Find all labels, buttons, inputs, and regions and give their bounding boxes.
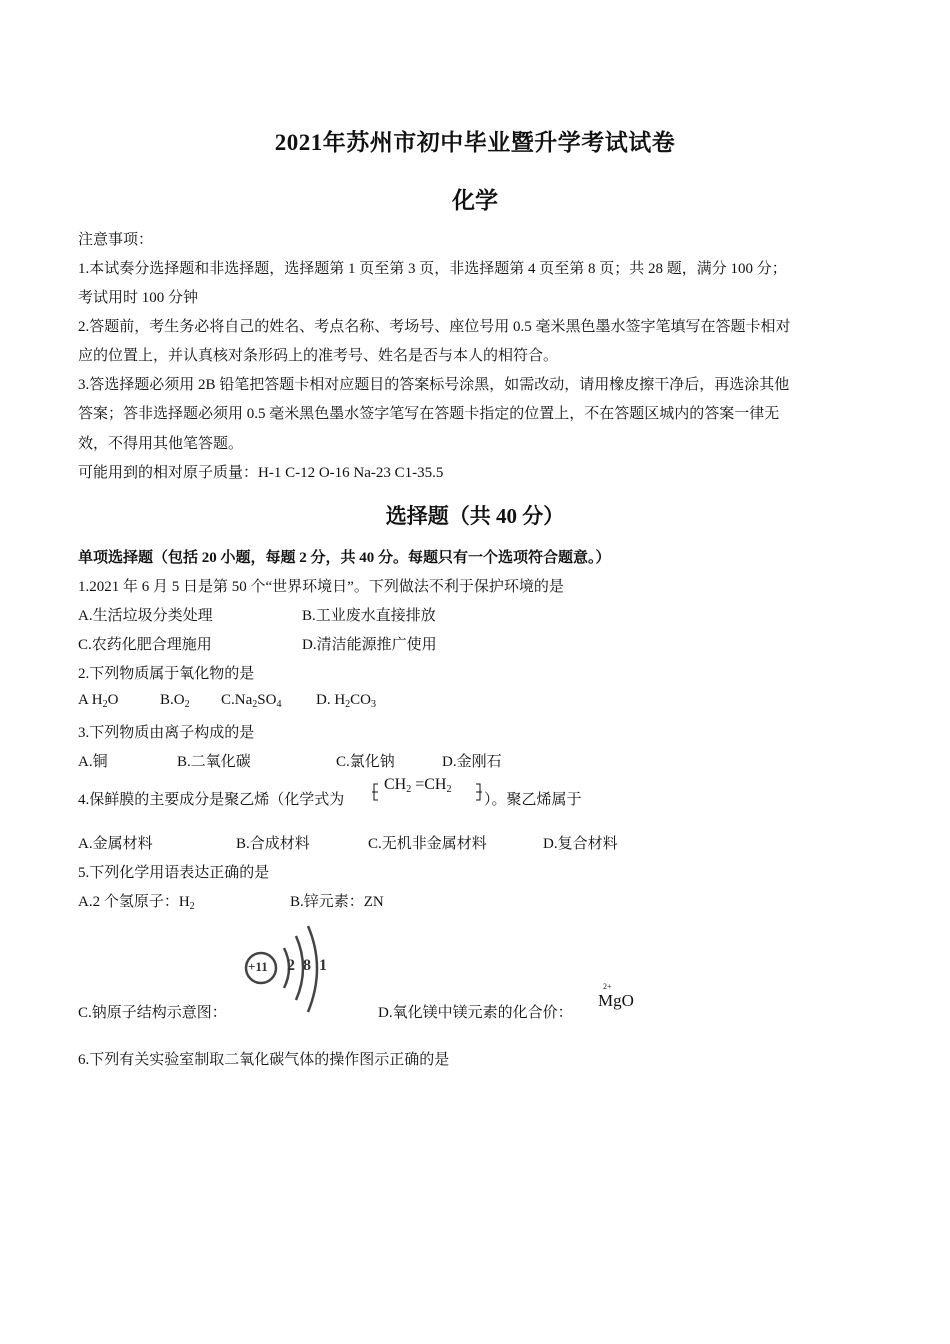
note-3-line-3: 效，不得用其他笔答题。 <box>78 436 244 452</box>
q2-option-a: A $H_2O$ <box>78 692 119 710</box>
atomic-masses: 可能用到的相对原子质量：H-1 C-12 O-16 Na-23 C1-35.5 <box>78 465 444 481</box>
formula-text: $CH_2 =CH_2$ <box>384 776 452 795</box>
note-2-line-2: 应的位置上，并认真核对条形码上的准考号、姓名是否与本人的相符合。 <box>78 348 559 364</box>
valence-charge: 2+ <box>603 982 612 991</box>
note-3-line-2: 答案；答非选择题必须用 0.5 毫米黑色墨水签字笔写在答题卡指定的位置上，不在答题区城内的答案一律无 <box>78 406 780 422</box>
q5-option-c: C.钠原子结构示意图： <box>78 1005 227 1021</box>
section-instruction: 单项选择题（包括 20 小题，每题 2 分，共 40 分。每题只有一个选项符合题意。） <box>78 550 611 566</box>
q3-stem: 3.下列物质由离子构成的是 <box>78 725 255 741</box>
note-1-line-1: 1.本试奏分选择题和非选择题，选择题第 1 页至第 3 页，非选择题第 4 页至第 8 页；共 28 题，满分 100 分； <box>78 261 787 277</box>
section-title: 选择题（共 40 分） <box>385 504 565 528</box>
polyethylene-formula <box>372 776 482 802</box>
note-1-line-2: 考试用时 100 分钟 <box>78 290 199 306</box>
q2-stem: 2.下列物质属于氧化物的是 <box>78 666 255 682</box>
q1-option-b: B.工业废水直接排放 <box>302 608 436 624</box>
q3-option-a: A.铜 <box>78 754 108 770</box>
q5-option-a: A.2 个氢原子：$H_2$ <box>78 894 195 912</box>
q1-option-a: A.生活垃圾分类处理 <box>78 608 213 624</box>
shell-electrons-label: 2 8 1 <box>287 957 329 974</box>
notes-heading: 注意事项： <box>78 232 154 248</box>
q3-option-b: B.二氧化碳 <box>177 754 251 770</box>
valence-formula: MgO <box>598 991 634 1010</box>
nucleus-label: +11 <box>248 959 268 974</box>
sodium-atom-diagram <box>238 922 330 1018</box>
q4-option-d: D.复合材料 <box>543 836 618 852</box>
note-3-line-1: 3.答选择题必须用 2B 铅笔把答题卡相对应题目的答案标号涂黑，如需改动，请用橡皮擦干净后，再选涂其他 <box>78 377 790 393</box>
q1-option-c: C.农药化肥合理施用 <box>78 637 212 653</box>
q5-stem: 5.下列化学用语表达正确的是 <box>78 865 270 881</box>
q6-stem: 6.下列有关实验室制取二氧化碳气体的操作图示正确的是 <box>78 1052 450 1068</box>
q5-option-d: D.氧化镁中镁元素的化合价： <box>378 1005 573 1021</box>
q4-stem-suffix: ）。聚乙烯属于 <box>484 792 582 808</box>
q1-stem: 1.2021 年 6 月 5 日是第 50 个“世界环境日”。下列做法不利于保护环境的是 <box>78 579 564 595</box>
q3-option-c: C.氯化钠 <box>336 754 395 770</box>
q5-option-b: B.锌元素：ZN <box>290 894 384 910</box>
q1-option-d: D.清洁能源推广使用 <box>302 637 437 653</box>
q4-option-a: A.金属材料 <box>78 836 153 852</box>
subject-title: 化学 <box>452 188 498 213</box>
magnesium-valence-formula <box>598 982 648 1012</box>
q2-option-c: $C.Na_2SO_4$ <box>221 692 282 710</box>
q4-option-c: C.无机非金属材料 <box>368 836 487 852</box>
q4-option-b: B.合成材料 <box>236 836 310 852</box>
exam-title: 2021年苏州市初中毕业暨升学考试试卷 <box>274 130 676 155</box>
q3-option-d: D.金刚石 <box>442 754 502 770</box>
q2-option-b: $B.O_2$ <box>160 692 190 710</box>
note-2-line-1: 2.答题前，考生务必将自己的姓名、考点名称、考场号、座位号用 0.5 毫米黑色墨水签字笔填写在答题卡相对 <box>78 319 791 335</box>
q4-stem-prefix: 4.保鲜膜的主要成分是聚乙烯（化学式为 <box>78 792 345 808</box>
q2-option-d: D. $H_2CO_3$ <box>316 692 377 710</box>
